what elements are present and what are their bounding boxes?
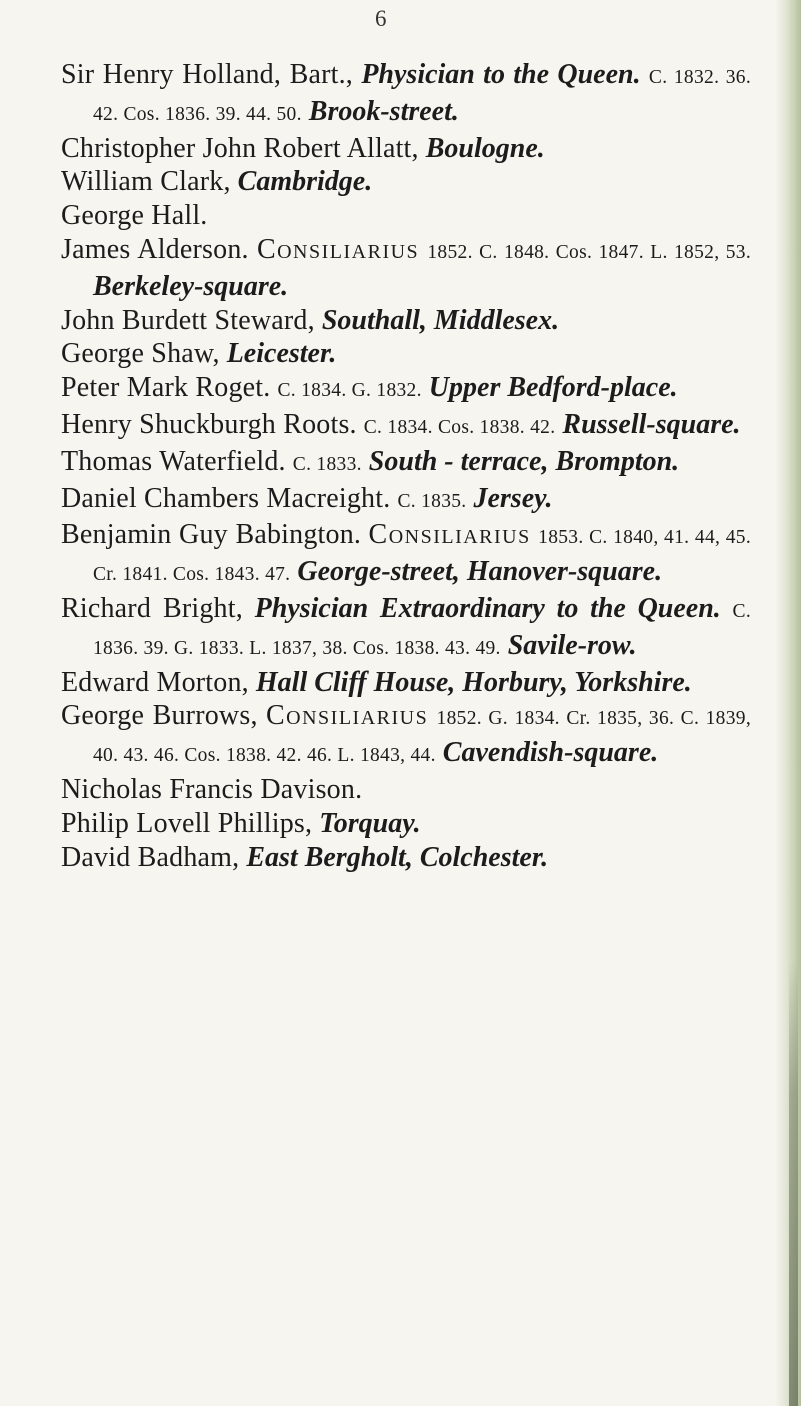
list-item (61, 666, 751, 700)
member-address: Russell-square. (562, 408, 741, 440)
member-name: George Shaw, (61, 338, 220, 370)
list-item (61, 699, 751, 773)
member-name: Richard Bright, (61, 592, 243, 624)
member-address: Upper Bedford-place. (428, 372, 678, 404)
member-name: William Clark, (61, 166, 231, 198)
member-office: Consiliarius (368, 519, 531, 551)
member-title: Physician Extraordinary to the Queen. (254, 592, 721, 624)
list-item (61, 482, 751, 519)
member-address: Jersey. (473, 482, 553, 514)
member-name: Edward Morton, (61, 666, 249, 698)
member-offices: C. 1834. Cos. 1838. 42. (363, 416, 556, 438)
page-number: 6 (375, 6, 387, 31)
member-name: Nicholas Francis Davison. (61, 773, 363, 805)
member-title: Physician to the Queen. (361, 59, 641, 90)
member-offices: C. 1833. (292, 453, 362, 475)
member-name: Peter Mark Roget. (61, 372, 271, 404)
list-item (61, 165, 751, 199)
list-item (61, 518, 751, 592)
list-item (61, 773, 751, 807)
member-name: Philip Lovell Phillips, (61, 807, 313, 839)
member-address: Berkeley-square. (93, 270, 289, 302)
member-office: Consiliarius (256, 233, 420, 265)
page-edge (775, 0, 801, 1406)
list-item (61, 199, 751, 233)
member-offices: 1852. C. 1848. Cos. 1847. L. 1852, 53. (427, 241, 752, 263)
list-item (61, 371, 751, 408)
member-offices: C. 1836. 39. G. 1833. L. 1837, 38. Cos. 1838. 43. 49. (93, 600, 752, 659)
member-address: Leicester. (226, 338, 337, 370)
member-name: Daniel Chambers Macreight. (61, 482, 391, 514)
member-address: Savile-row. (507, 629, 637, 661)
list-item (61, 592, 751, 666)
member-address: East Bergholt, Colchester. (246, 841, 549, 873)
list-item (61, 807, 751, 841)
member-address: Southall, Middlesex. (321, 304, 560, 336)
member-offices: C. 1835. (397, 490, 467, 512)
member-name: George Burrows, (61, 700, 258, 732)
member-offices: C. 1832. 36. 42. Cos. 1836. 39. 44. 50. (93, 67, 752, 125)
member-offices: C. 1834. G. 1832. (277, 380, 422, 402)
member-name: Sir Henry Holland, Bart., (61, 59, 353, 90)
member-name: Thomas Waterfield. (61, 445, 286, 477)
member-name: James Alderson. (61, 233, 249, 265)
list-item (61, 304, 751, 338)
member-name: John Burdett Steward, (61, 304, 315, 336)
member-name: Benjamin Guy Babington. (61, 519, 362, 551)
list-item (61, 408, 751, 445)
member-address: Cambridge. (237, 166, 373, 198)
list-item (61, 233, 751, 304)
member-name: George Hall. (61, 200, 208, 232)
list-item (61, 841, 751, 875)
list-item (61, 58, 751, 132)
list-item (61, 445, 751, 482)
member-name: Henry Shuckburgh Roots. (61, 408, 357, 440)
member-address: Torquay. (319, 807, 421, 839)
member-address: Hall Cliff House, Horbury, Yorkshire. (255, 666, 692, 698)
member-address: George-street, Hanover-square. (297, 556, 663, 588)
member-name: Christopher John Robert Allatt, (61, 132, 419, 164)
member-address: Cavendish-square. (442, 737, 659, 769)
member-address: Brook-street. (308, 95, 459, 127)
list-item (61, 132, 751, 166)
member-offices: 1852. G. 1834. Cr. 1835, 36. C. 1839, 40. 43. 46. Cos. 1838. 42. 46. L. 1843, 44. (93, 708, 752, 767)
member-address: South - terrace, Brompton. (368, 445, 680, 477)
member-list (61, 58, 751, 874)
member-office: Consiliarius (265, 700, 429, 732)
member-address: Boulogne. (425, 132, 545, 164)
list-item (61, 337, 751, 371)
member-offices: 1853. C. 1840, 41. 44, 45. Cr. 1841. Cos. 1843. 47. (93, 527, 751, 586)
member-name: David Badham, (61, 841, 240, 873)
